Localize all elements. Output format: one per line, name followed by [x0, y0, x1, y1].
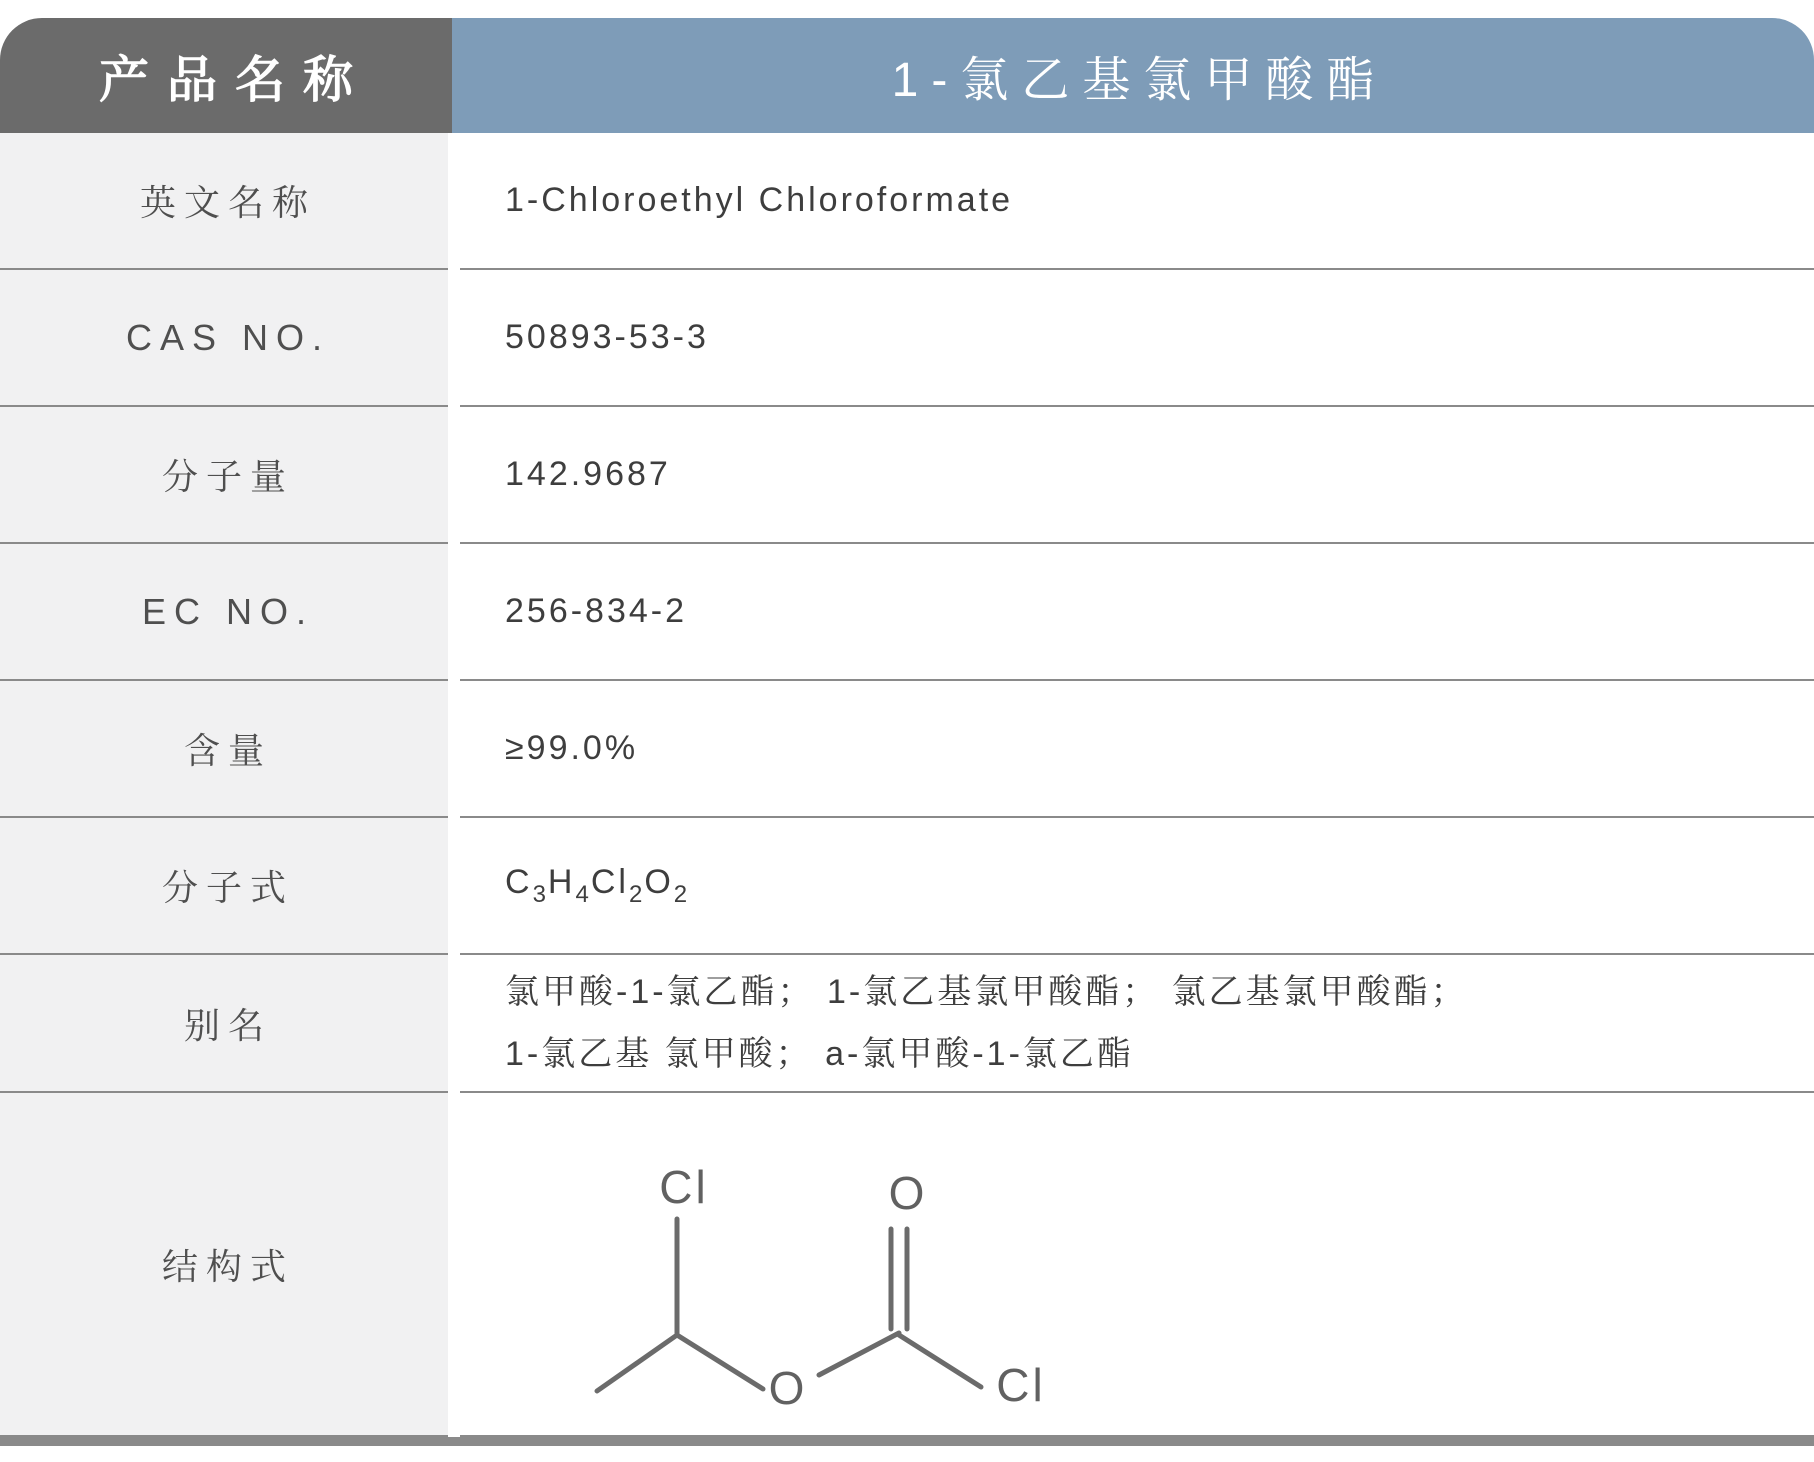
column-gutter	[448, 818, 460, 955]
table-header	[0, 18, 1814, 133]
column-gutter	[448, 133, 460, 270]
row-value: 256-834-2	[460, 544, 1814, 681]
column-gutter	[448, 1093, 460, 1437]
row-label: 结构式	[0, 1093, 448, 1437]
atom-label-cl-right: Cl	[996, 1359, 1046, 1411]
alias-lines	[505, 961, 1468, 1085]
product-name-header-cell	[0, 18, 452, 133]
row-value: 142.9687	[460, 407, 1814, 544]
atom-label-cl-top: Cl	[659, 1161, 709, 1213]
row-label: 含量	[0, 681, 448, 818]
row-value	[460, 955, 1814, 1093]
column-gutter	[448, 955, 460, 1093]
table-row-cas-no	[0, 270, 1814, 407]
bond-methyl	[597, 1335, 677, 1391]
row-label: CAS NO.	[0, 270, 448, 407]
molecular-formula: $C_3H_4Cl_2O_2$	[505, 862, 690, 908]
alias-line-2: 1-氯乙基 氯甲酸； a-氯甲酸-1-氯乙酯	[505, 1035, 1134, 1073]
table-row-aliases	[0, 955, 1814, 1093]
product-title-cell	[452, 18, 1814, 133]
atom-label-o-carbonyl: O	[888, 1167, 928, 1219]
table-row-purity	[0, 681, 1814, 818]
row-label: 别名	[0, 955, 448, 1093]
row-label: EC NO.	[0, 544, 448, 681]
bond-c-cl-right	[899, 1335, 981, 1387]
row-value: 1-Chloroethyl Chloroformate	[460, 133, 1814, 270]
table-body	[0, 133, 1814, 1437]
column-gutter	[448, 681, 460, 818]
alias-line-1: 氯甲酸-1-氯乙酯； 1-氯乙基氯甲酸酯； 氯乙基氯甲酸酯；	[505, 973, 1468, 1011]
column-gutter	[448, 270, 460, 407]
row-value	[460, 1093, 1814, 1437]
row-label: 分子量	[0, 407, 448, 544]
product-name-header-label: 产品名称	[99, 51, 371, 108]
row-value	[460, 818, 1814, 955]
table-row-ec-no	[0, 544, 1814, 681]
column-gutter	[448, 407, 460, 544]
product-title: 1-氯乙基氯甲酸酯	[891, 54, 1388, 107]
row-value: ≥99.0%	[460, 681, 1814, 818]
table-row-molecular-formula	[0, 818, 1814, 955]
table-row-structure	[0, 1093, 1814, 1437]
row-label: 分子式	[0, 818, 448, 955]
row-label: 英文名称	[0, 133, 448, 270]
row-value: 50893-53-3	[460, 270, 1814, 407]
column-gutter	[448, 544, 460, 681]
table-bottom-border	[0, 1437, 1814, 1446]
atom-label-o-ester: O	[768, 1362, 808, 1414]
table-row-english-name	[0, 133, 1814, 270]
table-row-molecular-weight	[0, 407, 1814, 544]
structure-diagram	[555, 1099, 1075, 1429]
bond-o-carbonyl-c	[819, 1333, 899, 1375]
bond-c-o-ester	[677, 1335, 763, 1389]
